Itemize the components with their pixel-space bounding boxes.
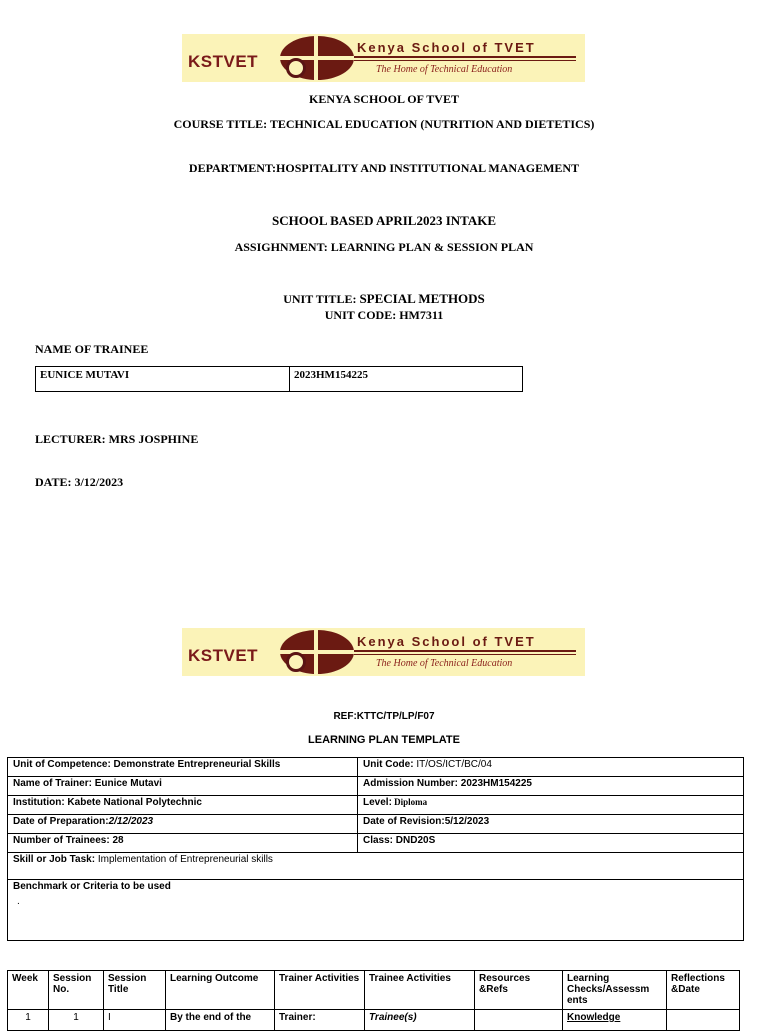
table-row: [8, 815, 744, 834]
cell-label: Name of Trainer:: [13, 778, 92, 789]
column-header: Reflections &Date: [667, 971, 740, 1010]
table-cell: [475, 1010, 563, 1031]
column-header: Session Title: [104, 971, 166, 1010]
trainee-reg: 2023HM154225: [294, 369, 368, 381]
unit-code: UNIT CODE: HM7311: [324, 308, 444, 322]
table-cell: [8, 777, 358, 796]
table-row: [8, 758, 744, 777]
course-title: COURSE TITLE: TECHNICAL EDUCATION (NUTRITION AND DIETETICS): [173, 117, 595, 131]
plan-template-title: LEARNING PLAN TEMPLATE: [308, 734, 460, 746]
gear-emblem-icon: [286, 652, 306, 672]
cell-label: Unit Code:: [363, 759, 414, 770]
table-cell: Knowledge: [563, 1010, 667, 1031]
cell-label: Admission Number:: [363, 778, 459, 789]
column-header: Learning Outcome: [166, 971, 275, 1010]
cell-label: Date of Preparation:: [13, 816, 109, 827]
cell-label: Date of Revision:: [363, 816, 445, 827]
table-cell: Trainer:: [275, 1010, 365, 1031]
session-schedule-table: [7, 970, 740, 1031]
learning-plan-table: [7, 757, 744, 941]
date: DATE: 3/12/2023: [35, 475, 124, 489]
table-cell: [358, 796, 744, 815]
logo-rule: [354, 60, 576, 61]
intake: SCHOOL BASED APRIL2023 INTAKE: [271, 213, 497, 228]
column-header: Learning Checks/Assessm ents: [563, 971, 667, 1010]
school-name: KENYA SCHOOL OF TVET: [309, 92, 459, 106]
table-row: [8, 834, 744, 853]
cell-label: Unit of Competence:: [13, 759, 111, 770]
cell-value: Diploma: [391, 797, 428, 807]
logo-name: Kenya School of TVET: [357, 634, 536, 649]
cell-label: Level:: [363, 797, 392, 808]
cell-value: 2/12/2023: [108, 816, 154, 827]
cell-label: Benchmark or Criteria to be used: [13, 881, 171, 892]
logo-rule: [354, 654, 576, 655]
cell-value: 28: [109, 835, 124, 846]
cell-label: Skill or Job Task:: [13, 854, 96, 865]
table-cell: [358, 834, 744, 853]
cell-value: DND20S: [393, 835, 436, 846]
cell-value: IT/OS/ICT/BC/04: [413, 759, 492, 770]
department: DEPARTMENT:HOSPITALITY AND INSTITUTIONAL MANAGEMENT: [188, 161, 580, 175]
cell-label: Class:: [363, 835, 394, 846]
table-row: [8, 880, 744, 941]
cell-value: 2023HM154225: [458, 778, 532, 789]
table-cell: By the end of the: [166, 1010, 275, 1031]
unit-title-label: UNIT TITLE:: [283, 292, 357, 306]
table-row: [8, 796, 744, 815]
table-cell: I: [104, 1010, 166, 1031]
gear-emblem-icon: [286, 58, 306, 78]
trainee-name: EUNICE MUTAVI: [36, 367, 290, 391]
cell-label: Institution:: [13, 797, 65, 808]
column-header: Session No.: [49, 971, 104, 1010]
kstvet-logo: [182, 628, 585, 676]
cell-value: Implementation of Entrepreneurial skills: [95, 854, 273, 865]
logo-abbrev: KSTVET: [188, 646, 259, 665]
table-cell: 1: [8, 1010, 49, 1031]
logo-tagline: The Home of Technical Education: [376, 64, 513, 75]
table-cell: [8, 815, 358, 834]
cell-value: Eunice Mutavi: [91, 778, 162, 789]
table-row: [8, 777, 744, 796]
cell-value: Kabete National Polytechnic: [64, 797, 202, 808]
table-cell: [8, 880, 744, 941]
table-cell: [358, 758, 744, 777]
table-row: [8, 853, 744, 880]
column-header: Trainee Activities: [365, 971, 475, 1010]
column-header: Resources &Refs: [475, 971, 563, 1010]
table-cell: Trainee(s): [365, 1010, 475, 1031]
column-header: Trainer Activities: [275, 971, 365, 1010]
assignment: ASSIGHNMENT: LEARNING PLAN & SESSION PLAN: [234, 240, 534, 254]
column-header: Week: [8, 971, 49, 1010]
cell-value: .: [17, 896, 20, 907]
logo-rule: [354, 650, 576, 652]
trainee-label: NAME OF TRAINEE: [35, 342, 149, 356]
unit-title-value: SPECIAL METHODS: [359, 291, 485, 306]
table-row: [8, 1010, 740, 1031]
logo-abbrev: KSTVET: [188, 52, 259, 71]
logo-name: Kenya School of TVET: [357, 40, 536, 55]
table-cell: [8, 796, 358, 815]
kstvet-logo: [182, 34, 585, 82]
table-cell: [358, 815, 744, 834]
table-cell: [358, 777, 744, 796]
unit-title: [0, 291, 768, 307]
logo-rule: [354, 56, 576, 58]
table-cell: [8, 758, 358, 777]
table-cell: [8, 834, 358, 853]
plan-ref: REF:KTTC/TP/LP/F07: [333, 711, 435, 722]
table-cell: [667, 1010, 740, 1031]
cell-value: Demonstrate Entrepreneurial Skills: [110, 759, 281, 770]
table-cell: 1: [49, 1010, 104, 1031]
lecturer: LECTURER: MRS JOSPHINE: [35, 432, 199, 446]
logo-tagline: The Home of Technical Education: [376, 658, 513, 669]
table-cell: [8, 853, 744, 880]
trainee-table: [35, 366, 523, 392]
cell-value: 5/12/2023: [444, 816, 490, 827]
table-header-row: [8, 971, 740, 1010]
cell-label: Number of Trainees:: [13, 835, 110, 846]
